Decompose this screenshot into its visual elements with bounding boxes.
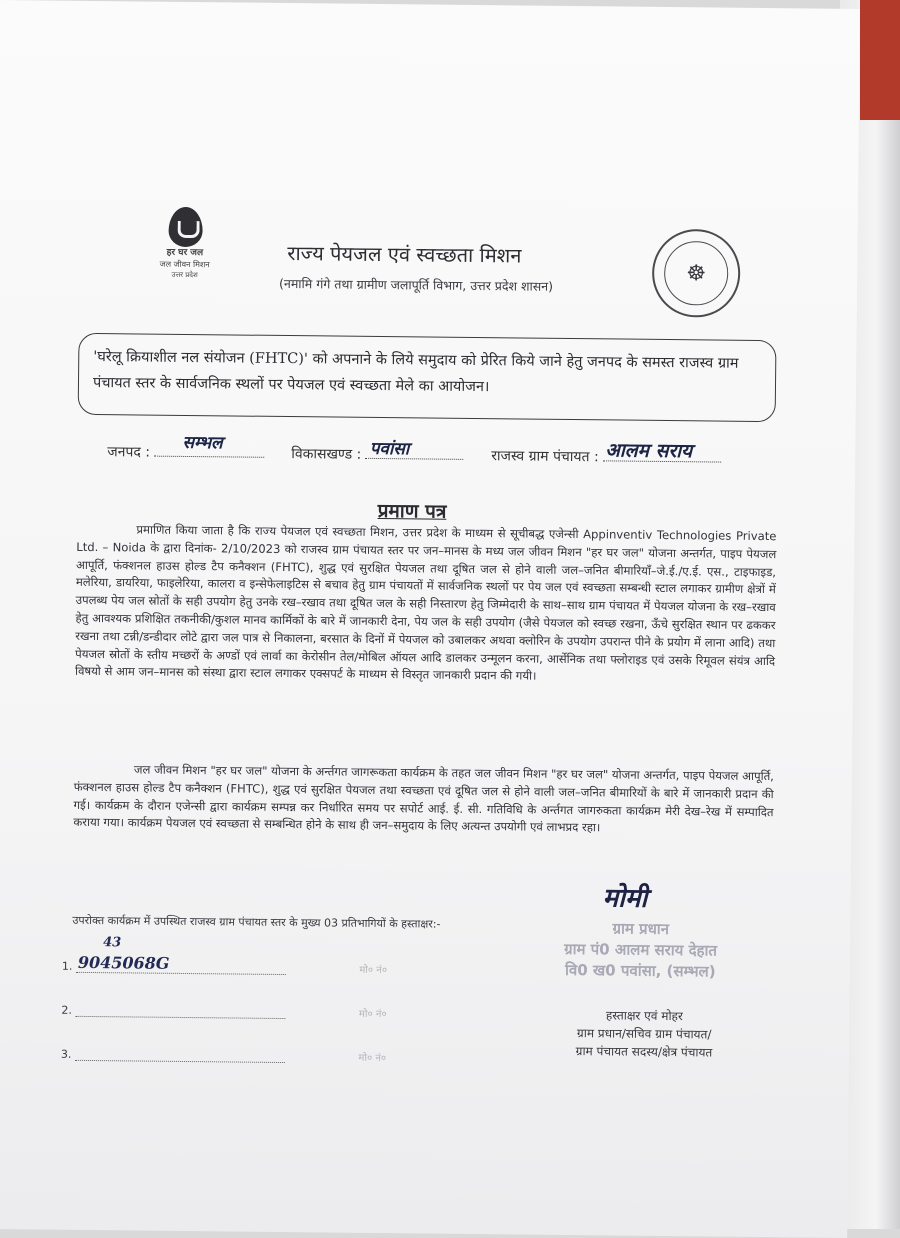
district-field	[107, 432, 264, 463]
participants-intro: उपरोक्त कार्यक्रम में उपस्थित राजस्व ग्राम पंचायत स्तर के मुख्य 03 प्रतिभागियों के हस्ताक्षर:-	[72, 913, 441, 931]
block-label: विकासखण्ड :	[291, 446, 362, 463]
pradhan-stamp	[538, 918, 744, 983]
page-title: राज्य पेयजल एवं स्वच्छता मिशन	[287, 241, 522, 268]
sign-label-line-2: ग्राम प्रधान/सचिव ग्राम पंचायत/	[576, 1026, 712, 1042]
mobile-placeholder: मो० नं०	[358, 1008, 387, 1021]
participant-line-2	[61, 1003, 386, 1020]
mobile-placeholder: मो० नं०	[358, 1052, 387, 1065]
block-field	[291, 439, 464, 465]
participant-signature-dots	[75, 1016, 285, 1019]
stamp-line-2: ग्राम पं0 आलम सराय देहात	[564, 939, 718, 960]
certificate-paragraph-2: जल जीवन मिशन "हर घर जल" योजना के अर्न्तगत जागरूकता कार्यक्रम के तहत जल जीवन मिशन "हर घर जल" योजना अन्तर्गत, पाइप पेयजल आपूर्ति, फंक्शनल हाउस होल्ड टैप कनैक्शन (FHTC), शुद्ध एवं सुरक्षित पेयजल तथा स्वच्छता एवं दूषित जल से होने वाली जल–जनित बीमारियों के बारे में जानकारी प्रदान की गई। कार्यक्रम के दौरान एजेन्सी द्वारा कार्यक्रम सम्पन्न कर निर्धारित समय पर सपोर्ट आई. ई. सी. गतिविधि के अर्न्तगत जागरुकता कार्यक्रम मेरी देख–रेख में सम्पादित कराया गया। कार्यक्रम पेयजल एवं स्वच्छता से सम्बन्धित होने के साथ ही जन–समुदाय के लिए अत्यन्त उपयोगी एवं लाभप्रद रहा।	[73, 762, 774, 835]
participant-signature-dots	[76, 972, 286, 975]
panchayat-value: आलम सराय	[605, 439, 693, 463]
logo-text-line-2: जल जीवन मिशन	[159, 259, 210, 270]
stamp-line-1: ग्राम प्रधान	[612, 919, 670, 939]
panchayat-label: राजस्व ग्राम पंचायत :	[491, 448, 599, 466]
block-value-line	[366, 440, 464, 460]
logo-text-line-3: उत्तर प्रदेश	[171, 270, 198, 280]
district-value-line	[154, 432, 264, 458]
signature-label	[549, 1006, 740, 1062]
panchayat-field	[491, 441, 721, 467]
mobile-placeholder: मो० नं०	[359, 964, 388, 977]
district-label: जनपद :	[107, 444, 151, 461]
participant-line-number: 1.	[61, 959, 73, 973]
water-drop-tap-icon	[168, 207, 202, 247]
participant-line-3	[61, 1047, 386, 1064]
district-value: सम्भल	[182, 432, 223, 454]
participant-signature-dots	[75, 1060, 285, 1063]
logo-text-line-1: हर घर जल	[166, 247, 204, 259]
stamp-line-3: वि0 ख0 पवांसा, (सम्भल)	[564, 960, 716, 981]
participant-line-number: 2.	[61, 1003, 72, 1017]
certificate-title: प्रमाण पत्र	[377, 499, 447, 523]
pradhan-signature: मोमी	[602, 883, 648, 914]
up-government-seal	[652, 229, 741, 318]
background-top-right-object	[860, 0, 900, 120]
panchayat-value-line	[603, 439, 721, 463]
har-ghar-jal-logo	[147, 207, 223, 288]
participant-line-number: 3.	[60, 1047, 72, 1061]
participant-annotation: 43	[103, 935, 122, 951]
page-subtitle: (नमामि गंगे तथा ग्रामीण जलापूर्ति विभाग, उत्तर प्रदेश शासन)	[278, 275, 554, 294]
certificate-paragraph-1: प्रमाणित किया जाता है कि राज्य पेयजल एवं स्वच्छता मिशन, उत्तर प्रदेश के माध्यम से सूचीबद्ध एजेन्सी Appinventiv Technologies Private Ltd. – Noida के द्वारा दिनांक- 2/10/2023 को राजस्व ग्राम पंचायत स्तर पर जन–मानस के मध्य जल जीवन मिशन "हर घर जल" योजना अन्तर्गत, पाइप पेयजल आपूर्ति, फंक्शनल हाउस होल्ड टैप कनैक्शन (FHTC), शुद्ध एवं सुरक्षित पेयजल तथा दूषित जल से होने वाली जल–जनित बीमारियाँ–जे.ई./ए.ई. एस., टाइफाइड, मलेरिया, डायरिया, फाइलेरिया, कालरा व इन्सेफेलाइटिस से बचाव हेतु ग्राम पंचायतों में सार्वजनिक स्थलों पर पेय जल एवं स्वच्छता सम्बन्धी स्टाल लगाकर ग्रामीण क्षेत्रों में उपलब्ध पेय जल स्रोतों के सही उपयोग हेतु उनके रख–रखाव तथा दूषित जल के सही निस्तारण हेतु जिम्मेदारी के साथ–साथ ग्राम पंचायत में पेयजल योजना के रख–रखाव हेतु आवश्यक प्रशिक्षित तकनीकी/कुशल मानव कार्मिकों के बारे में जानकारी देना, पेय जल के सही उपयोग (जैसे पेयजल को स्वच्छ रखना, ऊँचे सुरक्षित स्थान पर ढककर रखना तथा टन्नी/डन्डीदार लोटे द्वारा जल पात्र से निकालना, बरसात के दिनों में पेयजल को उबालकर अथवा क्लोरिन के उपयोग उपरान्त पीने के प्रयोग में लाना आदि) तथा पेयजल स्रोतों के स्तीय मच्छरों के अण्डों एवं लार्वा का केरोसीन तेल/मोबिल ऑयल आदि डालकर उन्मूलन करना, आर्सेनिक तथा फ्लोराइड एवं उसके रिमूवल संयंत्र आदि विषयो से आम जन–मानस को संस्था द्वारा स्टाल लगाकर एक्सपर्ट के माध्यम से विस्तृत जानकारी प्रदान की गयी।	[74, 522, 777, 684]
event-banner: 'घरेलू क्रियाशील नल संयोजन (FHTC)' को अपनाने के लिये समुदाय को प्रेरित किये जाने हेतु जनपद के समस्त राजस्व ग्राम पंचायत स्तर के सार्वजनिक स्थलों पर पेयजल एवं स्वच्छता मेले का आयोजन।	[78, 333, 777, 422]
sign-label-line-1: हस्ताक्षर एवं मोहर	[605, 1008, 683, 1024]
block-value: पवांसा	[369, 438, 410, 460]
seal-emblem-icon: ☸	[664, 241, 729, 306]
participant-1-value: 9045068G	[77, 952, 170, 973]
sign-label-line-3: ग्राम पंचायत सदस्य/क्षेत्र पंचायत	[575, 1044, 713, 1060]
